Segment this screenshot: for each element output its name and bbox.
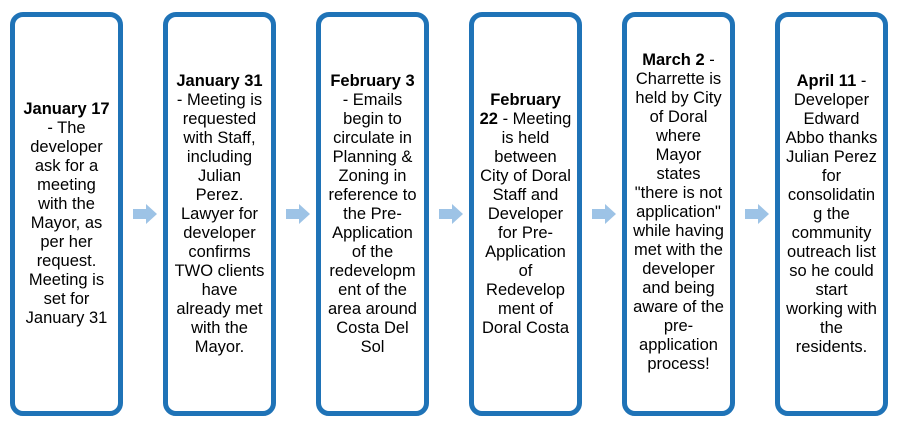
arrow-right-icon [286,204,310,224]
step-description: - Developer Edward Abbo thanks Julian Perez for consolidating the community outreach list so he could start working with the residents. [785,71,878,356]
timeline-step-6 [775,12,888,416]
step-date: February 22 [479,90,561,128]
arrow-right-icon [592,204,616,224]
step-text [480,91,572,338]
step-date: March 2 [642,50,705,69]
arrow-right-icon [745,204,769,224]
arrow-right-icon [439,204,463,224]
step-description: - Meeting is held between City of Doral Staff and Developer for Pre-Application of Redevelopment of Doral Costa [480,109,572,337]
step-description: - The developer ask for a meeting with the Mayor, as per her request. Meeting is set for January 31 [25,119,108,327]
timeline-step-1 [10,12,123,416]
timeline-step-5 [622,12,735,416]
step-text [786,72,878,357]
step-text [633,51,725,374]
step-text [174,72,266,357]
step-date: February 3 [330,71,415,90]
step-description: - Emails begin to circulate in Planning & Zoning in reference to the Pre-Application of the redevelopment of the area around Costa Del Sol [328,90,417,356]
step-date: April 11 [796,71,857,90]
timeline-step-3 [316,12,429,416]
timeline-step-2 [163,12,276,416]
arrow-right-icon [133,204,157,224]
step-description: - Meeting is requested with Staff, including Julian Perez. Lawyer for developer confirms TWO clients have already met with the Mayor. [174,90,265,356]
step-date: January 17 [23,100,110,118]
step-date: January 31 [176,71,263,90]
timeline-step-4 [469,12,582,416]
step-text [327,72,419,357]
step-text [21,100,113,328]
step-description: - Charrette is held by City of Doral where Mayor states "there is not application" while having met with the developer and being aware of the pre-application process! [633,50,724,373]
